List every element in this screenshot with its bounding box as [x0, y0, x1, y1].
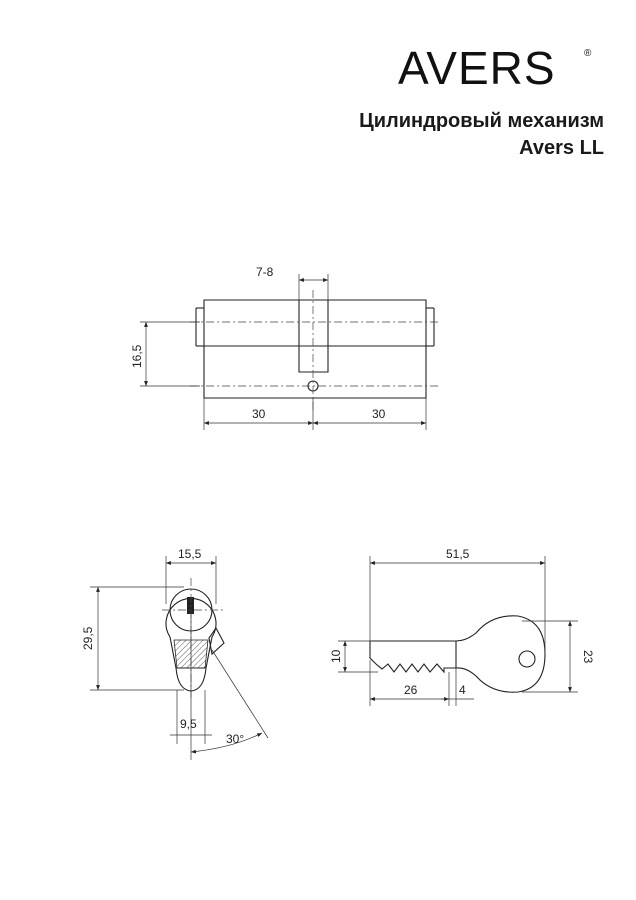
registered-mark: ®	[584, 48, 592, 59]
label-front-width: 15,5	[178, 547, 202, 561]
label-blade-height: 10	[329, 649, 343, 663]
label-left-length: 30	[252, 407, 266, 421]
label-cam-offset: 9,5	[180, 717, 197, 731]
label-key-length: 51,5	[446, 547, 470, 561]
dim-key-length	[370, 547, 545, 654]
title-line-2: Avers LL	[519, 137, 604, 159]
label-cam-width: 7-8	[256, 265, 274, 279]
label-front-height: 29,5	[81, 626, 95, 650]
label-height: 16,5	[130, 344, 144, 368]
dim-blade-height	[329, 641, 378, 672]
label-head-height: 23	[581, 650, 595, 664]
label-cut-length: 26	[404, 683, 418, 697]
key-outline	[370, 616, 545, 692]
title-line-1: Цилиндровый механизм	[359, 110, 604, 132]
label-angle: 30°	[226, 732, 245, 746]
dim-head-height	[522, 621, 595, 692]
label-tip: 4	[459, 683, 466, 697]
logo-text: AVERS	[398, 42, 556, 90]
label-right-length: 30	[372, 407, 386, 421]
